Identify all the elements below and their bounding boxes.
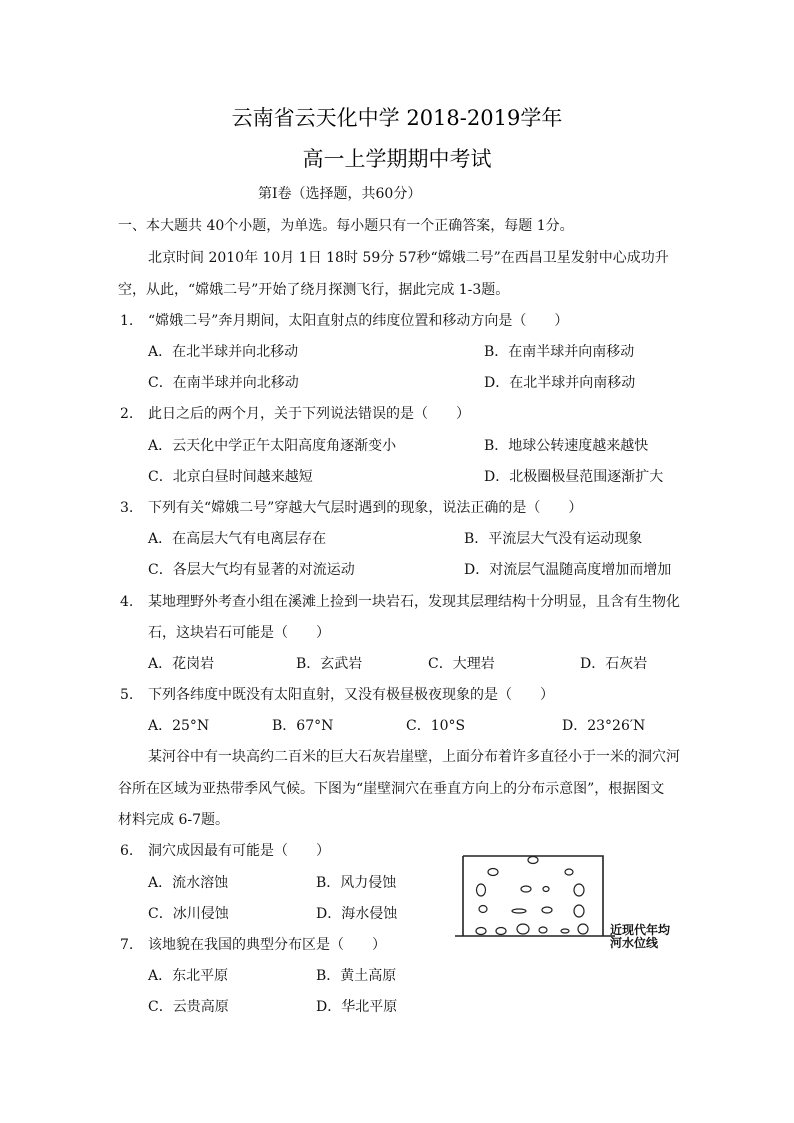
question-7-option-c: C．云贵高原 [148, 999, 229, 1015]
question-6-option-d: D．海水侵蚀 [316, 906, 398, 922]
question-4-stem: 某地理野外考查小组在溪滩上捡到一块岩石，发现其层理结构十分明显，且含有生物化 [148, 594, 680, 610]
question-3-stem: 下列有关“嫦娥二号”穿越大气层时遇到的现象，说法正确的是（ ） [148, 500, 583, 516]
question-1-option-b: B．在南半球并向南移动 [484, 344, 635, 360]
water-level-label-line2: 河水位线 [610, 936, 659, 950]
question-4-option-d: D．石灰岩 [580, 656, 648, 672]
cliff-wall-drawing [455, 852, 615, 948]
passage2-line1: 某河谷中有一块高约二百米的巨大石灰岩崖壁，上面分布着许多直径小于一米的洞穴河 [148, 749, 680, 765]
question-4-option-a: A．花岗岩 [148, 656, 215, 672]
section-instruction: 一、本大题共 40个小题，为单选。每小题只有一个正确答案，每题 1分。 [118, 218, 574, 234]
cliff-cave-diagram [455, 852, 685, 948]
page-title-line1: 云南省云天化中学 2018-2019学年 [231, 106, 563, 130]
question-1-number: 1. [120, 313, 134, 329]
question-4-option-b: B．玄武岩 [296, 656, 363, 672]
question-6-option-c: C．冰川侵蚀 [148, 906, 229, 922]
question-3-option-a: A．在高层大气有电离层存在 [148, 531, 327, 547]
question-6-option-b: B．风力侵蚀 [316, 875, 397, 891]
question-3-option-d: D．对流层气温随高度增加而增加 [464, 562, 672, 578]
question-7-option-b: B．黄土高原 [316, 968, 397, 984]
question-2-option-a: A．云天化中学正午太阳高度角逐渐变小 [148, 438, 397, 454]
water-level-label-line1: 近现代年均 [610, 923, 671, 937]
question-1-option-d: D．在北半球并向南移动 [484, 375, 636, 391]
question-5-option-d: D．23°26′N [562, 718, 646, 734]
question-5-stem: 下列各纬度中既没有太阳直射，又没有极昼极夜现象的是（ ） [148, 687, 554, 703]
question-2-option-c: C．北京白昼时间越来越短 [148, 469, 313, 485]
question-1-stem: “嫦娥二号”奔月期间，太阳直射点的纬度位置和移动方向是（ ） [148, 313, 569, 329]
question-3-option-c: C．各层大气均有显著的对流运动 [148, 562, 355, 578]
question-5-number: 5. [120, 687, 134, 703]
question-6-stem: 洞穴成因最有可能是（ ） [148, 843, 330, 859]
question-4-option-c: C．大理岩 [428, 656, 495, 672]
question-5-option-b: B．67°N [272, 718, 334, 734]
question-2-option-b: B．地球公转速度越来越快 [484, 438, 649, 454]
question-2-stem: 此日之后的两个月，关于下列说法错误的是（ ） [148, 406, 470, 422]
volume-label: 第Ⅰ卷（选择题，共60分） [258, 186, 422, 202]
question-2-number: 2. [120, 406, 134, 422]
question-3-number: 3. [120, 500, 134, 516]
question-1-option-a: A．在北半球并向北移动 [148, 344, 299, 360]
question-6-option-a: A．流水溶蚀 [148, 875, 229, 891]
question-2-option-d: D．北极圈极昼范围逐渐扩大 [484, 469, 664, 485]
question-5-option-c: C．10°S [406, 718, 466, 734]
question-4-stem-continued: 石，这块岩石可能是（ ） [148, 625, 330, 641]
passage2-line3: 材料完成 6-7题。 [118, 812, 229, 828]
question-7-option-a: A．东北平原 [148, 968, 229, 984]
question-5-option-a: A．25°N [148, 718, 210, 734]
question-1-option-c: C．在南半球并向北移动 [148, 375, 299, 391]
passage1-line1: 北京时间 2010年 10月 1日 18时 59分 57秒“嫦娥二号”在西昌卫星发射中心成功升 [148, 250, 669, 266]
question-7-number: 7. [120, 937, 134, 953]
question-4-number: 4. [120, 594, 134, 610]
question-3-option-b: B．平流层大气没有运动现象 [464, 531, 643, 547]
question-7-option-d: D．华北平原 [316, 999, 398, 1015]
page-title-line2: 高一上学期期中考试 [302, 147, 492, 171]
question-7-stem: 该地貌在我国的典型分布区是（ ） [148, 937, 386, 953]
passage1-line2: 空，从此，“嫦娥二号”开始了绕月探测飞行，据此完成 1-3题。 [118, 282, 510, 298]
question-6-number: 6. [120, 843, 134, 859]
passage2-line2: 谷所在区域为亚热带季风气候。下图为“崖壁洞穴在垂直方向上的分布示意图”，根据图文 [118, 781, 665, 797]
